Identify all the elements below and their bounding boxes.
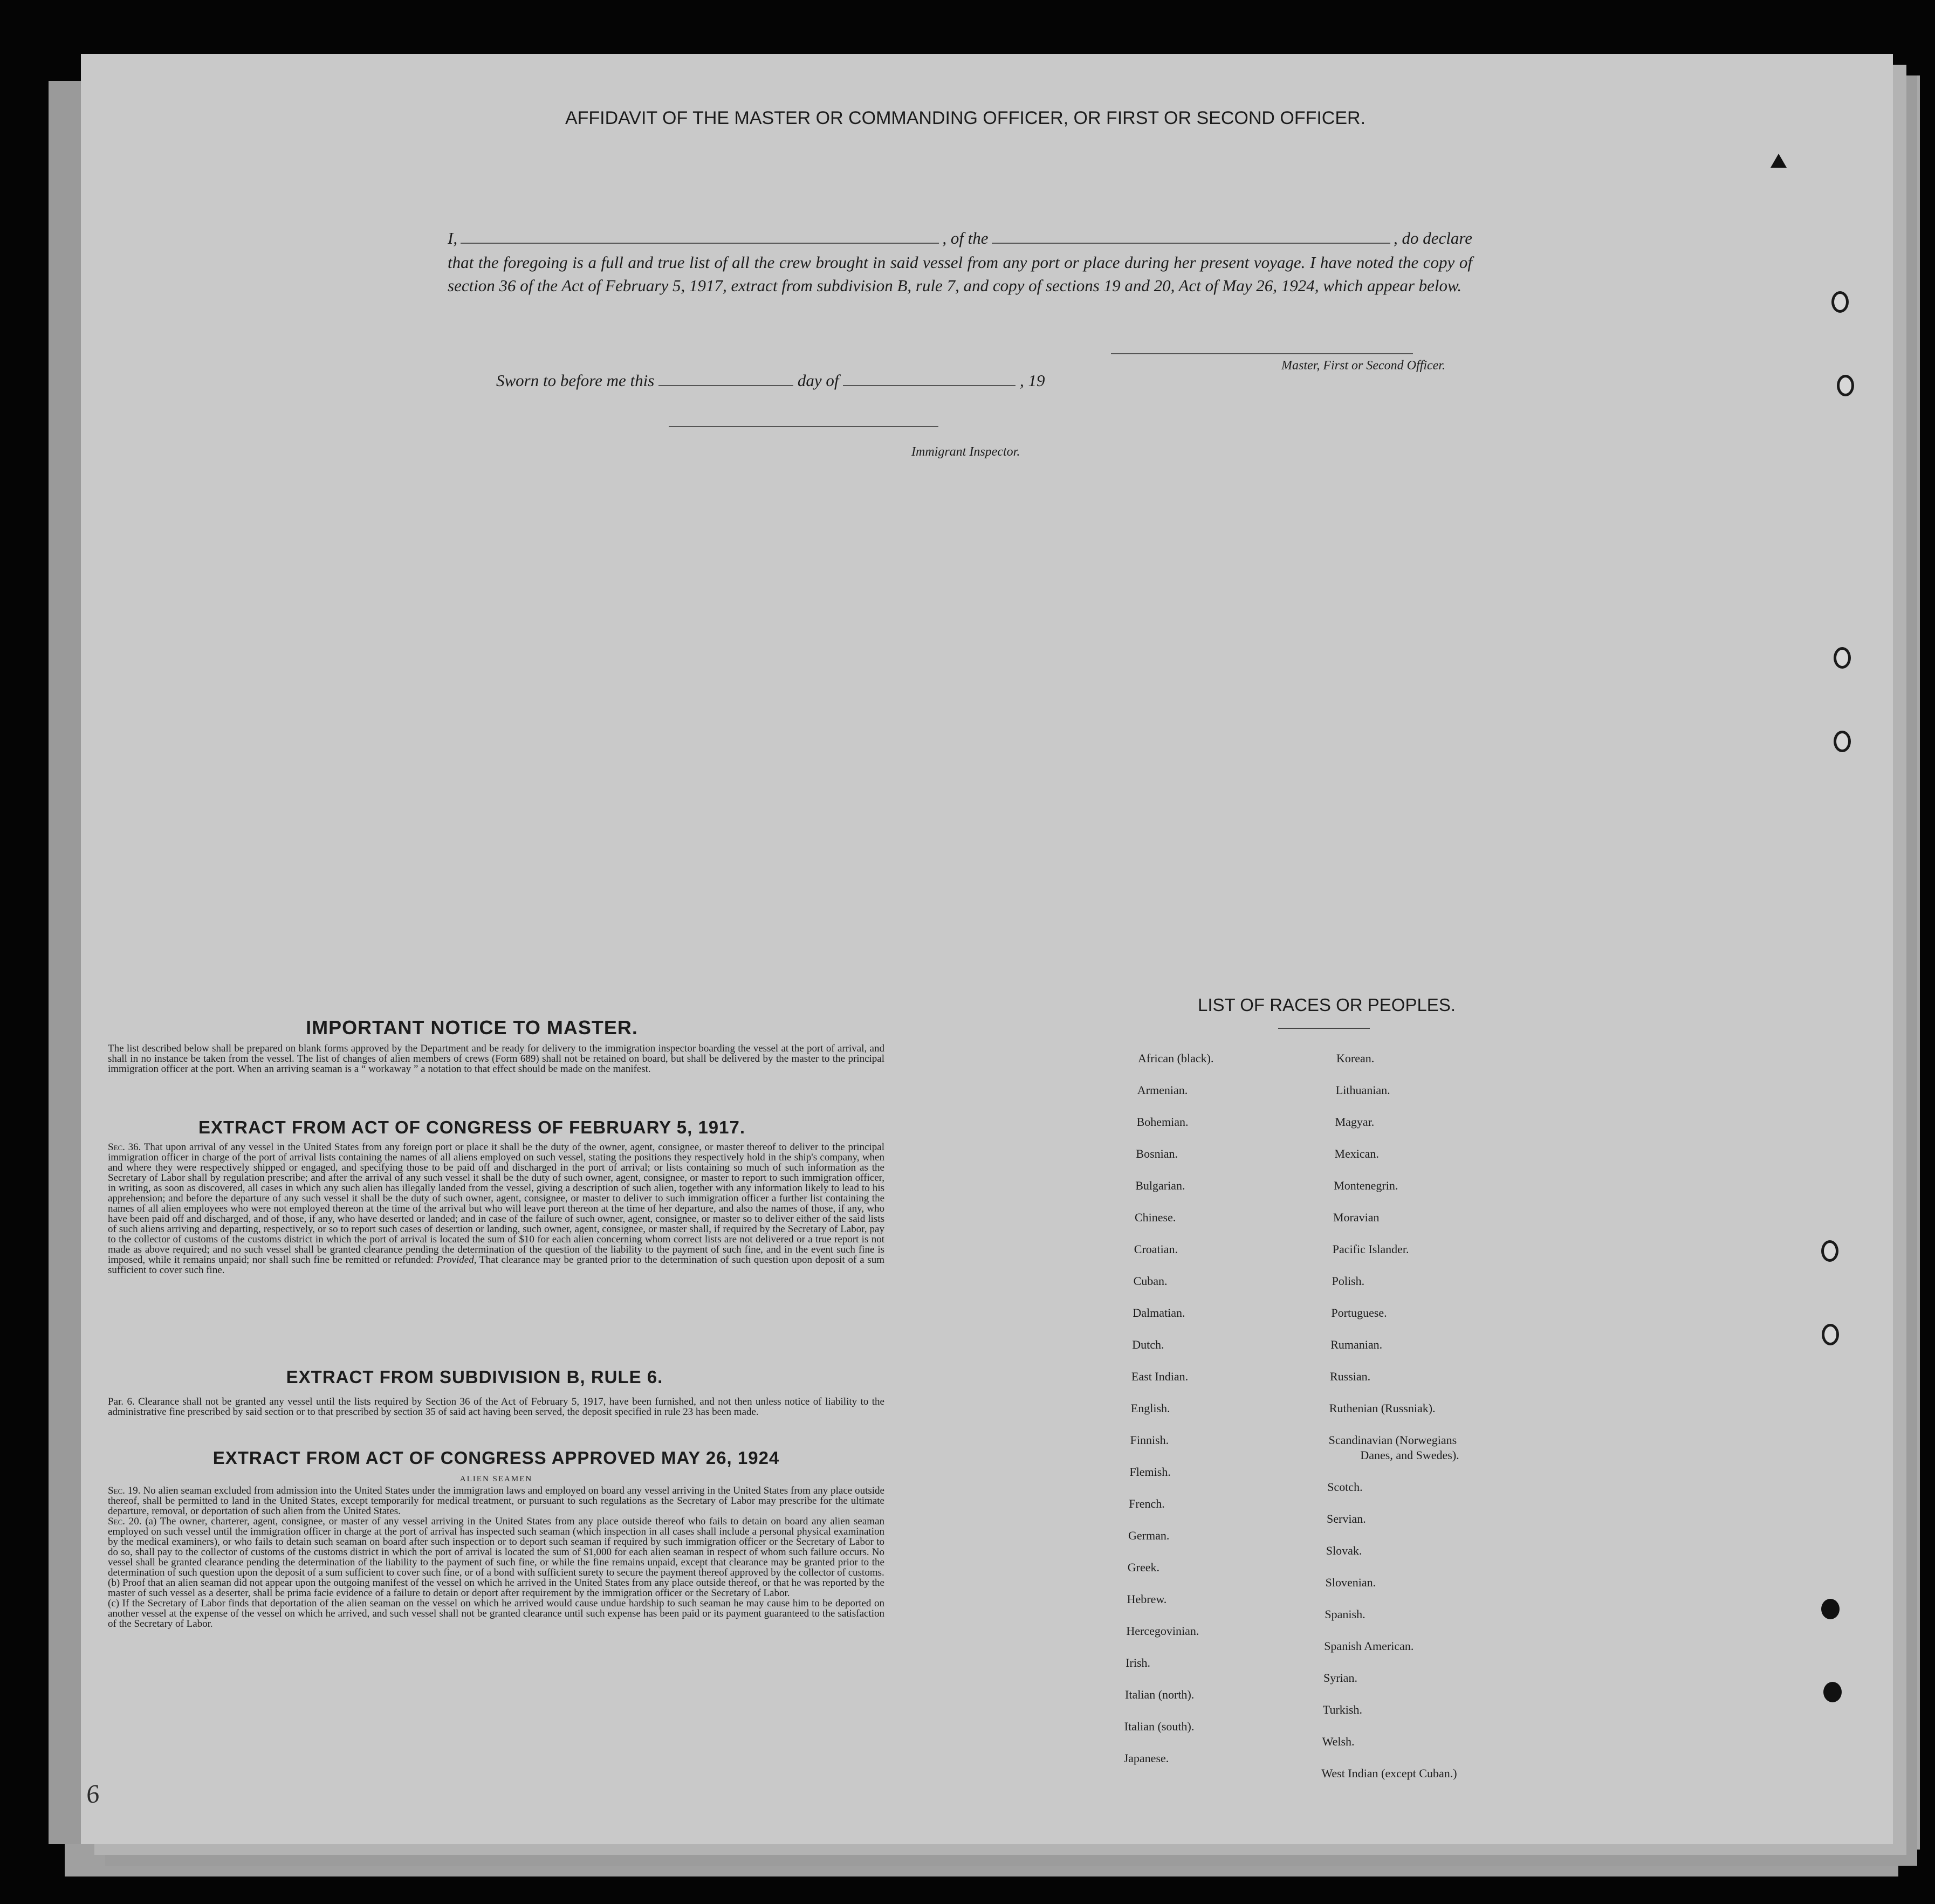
race-item: Montenegrin.: [1334, 1179, 1398, 1192]
corner-mark: [1771, 154, 1787, 168]
race-item: Chinese.: [1135, 1211, 1176, 1224]
inspector-signature-line[interactable]: [669, 426, 938, 427]
sworn-line: [496, 371, 1122, 390]
year-label: , 19: [1019, 371, 1045, 390]
day-of-label: day of: [797, 371, 839, 390]
binder-hole: [1821, 1240, 1838, 1262]
race-item: Irish.: [1126, 1656, 1151, 1669]
sec-20c: (c) If the Secretary of Labor finds that deportation of the alien seaman on the vessel on which he arrived would cause undue hardship to such seaman he may cause him to be deported on another vessel at the expense of the vessel on which he arrived, and such vessel shall not be granted clearance until such expense has been paid or its payment guaranteed to the satisfaction of the Secretary of Labor.: [108, 1598, 884, 1630]
act-1924-title: EXTRACT FROM ACT OF CONGRESS APPROVED MAY 26, 1924: [212, 1448, 780, 1468]
signature-label: Master, First or Second Officer.: [1281, 359, 1445, 373]
race-item: Danes, and Swedes).: [1360, 1448, 1459, 1462]
binder-hole: [1834, 731, 1851, 752]
race-item: Italian (south).: [1124, 1720, 1195, 1733]
race-item: Flemish.: [1129, 1465, 1171, 1479]
notice-text: The list described below shall be prepared on blank forms approved by the Department and be ready for delivery to the immigration inspector boarding the vessel at the port of arrival, and shall in no instance be taken from the vessel. The list of changes of alien members of crews (Form 689) shall not be retained on board, but shall be delivered by the master to the principal immigration officer at the port. When an arriving seaman is a “ workaway ” a notation to that effect should be made on the manifest.: [108, 1043, 884, 1075]
race-item: Spanish American.: [1324, 1639, 1414, 1653]
declaration-block: [448, 226, 1472, 297]
binder-hole: [1834, 647, 1851, 669]
paper-edge-right: [1893, 75, 1920, 1850]
race-item: Moravian: [1333, 1211, 1380, 1224]
race-item: East Indian.: [1131, 1370, 1189, 1383]
race-item: Bosnian.: [1136, 1147, 1178, 1160]
sec-19-text: No alien seaman excluded from admission into the United States under the immigration laws and employed on board any vessel arriving in the United States from any place outside thereof, shall be permitted to land in the United States, except temporarily for medical treatment, or pursuant to such regulations as the Secretary of Labor may prescribe for the ultimate departure, removal, or deportation of such alien from the United States.: [108, 1485, 884, 1517]
race-item: Slovak.: [1326, 1544, 1362, 1557]
race-item: Finnish.: [1130, 1433, 1169, 1447]
race-item: Hebrew.: [1127, 1592, 1167, 1606]
act-1917-body: That upon arrival of any vessel in the United States from any foreign port or place it shall be the duty of the owner, agent, consignee, or master thereof to deliver to the principal immigration officer in charge of the port of arrival lists containing the names of all aliens employed on such vessel, stating the positions they respectively hold in the ship's company, when and where they were respectively shipped or engaged, and specifying those to be paid off and discharged in the port of arrival; or lists containing so much of such information as the Secretary of Labor shall by regulation prescribe; and after the arrival of any such vessel it shall be the duty of such owner, agent, consignee, or master to report to such immigration officer, in writing, as soon as discovered, all cases in which any such alien has illegally landed from the vessel, giving a description of such alien, together with any information likely to lead to his apprehension; and before the departure of any such vessel it shall be the duty of such owner, agent, consignee, or master to deliver to such immigration officer a further list containing the names of all alien employees who were not employed thereon at the time of the arrival but who will leave port thereon at the time of her departure, and also the names of those, if any, who have been paid off and discharged, and of those, if any, who have deserted or landed; and in case of the failure of such owner, agent, consignee, or master so to deliver either of the said lists of such aliens arriving and departing, respectively, or so to report such cases of desertion or landing, such owner, agent, consignee, or master shall, if required by the Secretary of Labor, pay to the collector of customs of the customs district in which the port of arrival is located the sum of $10 for each alien concerning whom correct lists are not delivered or a true report is not made as above required; and no such vessel shall be granted clearance pending the determination of the question of the liability to the payment of such fine, and in the event such fine is imposed, while it remains unpaid; nor shall such fine be remitted or refunded:: [108, 1142, 884, 1266]
inspector-label: Immigrant Inspector.: [911, 445, 1020, 459]
race-item: West Indian (except Cuban.): [1321, 1766, 1457, 1780]
races-title: LIST OF RACES OR PEOPLES.: [1197, 995, 1456, 1015]
signature-line[interactable]: [1111, 353, 1413, 354]
race-item: Portuguese.: [1331, 1306, 1387, 1319]
race-item: Korean.: [1336, 1051, 1375, 1065]
race-item: African (black).: [1138, 1051, 1214, 1065]
day-blank[interactable]: [658, 385, 793, 386]
sworn-label: Sworn to before me this: [496, 371, 655, 390]
i-label: I,: [448, 229, 458, 248]
sec-20a-text: (a) The owner, charterer, agent, consignee, or master of any vessel arriving in the United States from any place outside thereof who fails to detain on board any alien seaman employed on such vessel until the immigration officer in charge at the port of arrival has inspected such seaman (which inspection in all cases shall include a personal physical examination by the medical examiners), or who fails to detain such seaman on board after such inspection or to deport such seaman if required by such immigration officer or the Secretary of Labor to do so, shall pay to the collector of customs of the customs district in which the port of arrival is located the sum of $1,000 for each alien seaman in respect of whom such failure occurs. No vessel shall be granted clearance pending the determination of the liability to the payment of such fine, or while the fine remains unpaid, except that clearance may be granted prior to the determination of such question upon the deposit of a sum sufficient to cover such fine, or of a bond with sufficient surety to secure the payment thereof approved by the collector of customs.: [108, 1516, 884, 1578]
race-item: Spanish.: [1325, 1607, 1366, 1621]
declaration-text: that the foregoing is a full and true list of all the crew brought in said vessel from any port or place during her present voyage. I have noted the copy of section 36 of the Act of February 5, 1917, extract from subdivision B, rule 7, and copy of sections 19 and 20, Act of May 26, 1924, which appear below.: [448, 253, 1472, 295]
sec-20-label: Sec. 20.: [108, 1516, 142, 1527]
act-1917-body-end: That clearance may be granted prior to the determination of such question upon deposit of a sum sufficient to cover such fine.: [108, 1254, 884, 1276]
notice-title: IMPORTANT NOTICE TO MASTER.: [306, 1016, 638, 1039]
race-item: Scandinavian (Norwegians: [1328, 1433, 1457, 1447]
binder-hole: [1831, 291, 1849, 313]
binder-hole-filled: [1823, 1682, 1842, 1702]
race-item: English.: [1130, 1401, 1170, 1415]
sec-20b: (b) Proof that an alien seaman did not appear upon the outgoing manifest of the vessel on which he arrived in the United States from any place outside thereof, or that he was reported by the master of such vessel as a deserter, shall be prima facie evidence of a failure to detain or deport after requirement by the immigration officer or the Secretary of Labor.: [108, 1577, 884, 1599]
do-declare-label: , do declare: [1393, 229, 1472, 248]
affidavit-title: AFFIDAVIT OF THE MASTER OR COMMANDING OFFICER, OR FIRST OR SECOND OFFICER.: [565, 108, 1366, 128]
race-item: Lithuanian.: [1335, 1083, 1390, 1097]
race-item: Magyar.: [1335, 1115, 1375, 1129]
act-1917-provided: Provided,: [436, 1254, 477, 1266]
race-item: Bohemian.: [1136, 1115, 1189, 1129]
act-1924-subtitle: ALIEN SEAMEN: [459, 1475, 533, 1483]
act-1917-text: [108, 1142, 884, 1275]
paper-edge-bottom: [65, 1844, 1898, 1876]
race-item: Rumanian.: [1330, 1338, 1383, 1351]
act-1924-text: [108, 1486, 884, 1629]
binder-hole-filled: [1821, 1599, 1840, 1619]
page-number: 6: [84, 1779, 101, 1810]
race-item: Servian.: [1327, 1512, 1366, 1525]
declaration-first-line: [448, 226, 1472, 250]
race-item: Dalmatian.: [1133, 1306, 1185, 1319]
race-item: Hercegovinian.: [1126, 1624, 1199, 1638]
race-item: Cuban.: [1133, 1274, 1168, 1288]
race-item: Scotch.: [1327, 1480, 1363, 1494]
race-item: Bulgarian.: [1135, 1179, 1185, 1192]
race-item: Pacific Islander.: [1332, 1242, 1409, 1256]
vessel-blank[interactable]: [992, 243, 1390, 244]
race-item: Japanese.: [1123, 1751, 1169, 1765]
month-blank[interactable]: [843, 385, 1015, 386]
race-item: Croatian.: [1134, 1242, 1178, 1256]
race-item: Italian (north).: [1125, 1688, 1195, 1701]
paper-edge-left: [49, 81, 82, 1844]
race-item: German.: [1128, 1529, 1170, 1542]
rule-6-text: Par. 6. Clearance shall not be granted any vessel until the lists required by Section 36 of the Act of February 5, 1917, have been furnished, and not then unless notice of liability to the administrative fine prescribed by said section or to that prescribed by section 35 of said act having been served, the deposit specified in rule 23 has been made.: [108, 1396, 884, 1418]
race-item: Turkish.: [1322, 1703, 1362, 1716]
of-the-label: , of the: [942, 229, 989, 248]
race-item: Russian.: [1330, 1370, 1371, 1383]
rule-6-title: EXTRACT FROM SUBDIVISION B, RULE 6.: [286, 1367, 663, 1387]
race-item: Greek.: [1127, 1561, 1160, 1574]
race-item: Mexican.: [1334, 1147, 1379, 1160]
act-1917-section-label: Sec. 36.: [108, 1142, 141, 1153]
name-blank[interactable]: [461, 243, 939, 244]
binder-hole: [1837, 375, 1854, 396]
race-item: Syrian.: [1323, 1671, 1357, 1685]
race-item: Armenian.: [1137, 1083, 1188, 1097]
race-item: Ruthenian (Russniak).: [1329, 1401, 1436, 1415]
race-item: Welsh.: [1322, 1735, 1355, 1748]
race-item: Slovenian.: [1325, 1576, 1376, 1589]
binder-hole: [1822, 1324, 1839, 1345]
sec-20a: [108, 1516, 884, 1578]
sec-19: [108, 1486, 884, 1516]
race-item: Dutch.: [1132, 1338, 1164, 1351]
race-item: Polish.: [1332, 1274, 1365, 1288]
sec-19-label: Sec. 19.: [108, 1485, 141, 1496]
act-1917-title: EXTRACT FROM ACT OF CONGRESS OF FEBRUARY 5, 1917.: [198, 1117, 746, 1137]
race-item: French.: [1129, 1497, 1165, 1510]
races-title-rule: [1278, 1028, 1370, 1029]
